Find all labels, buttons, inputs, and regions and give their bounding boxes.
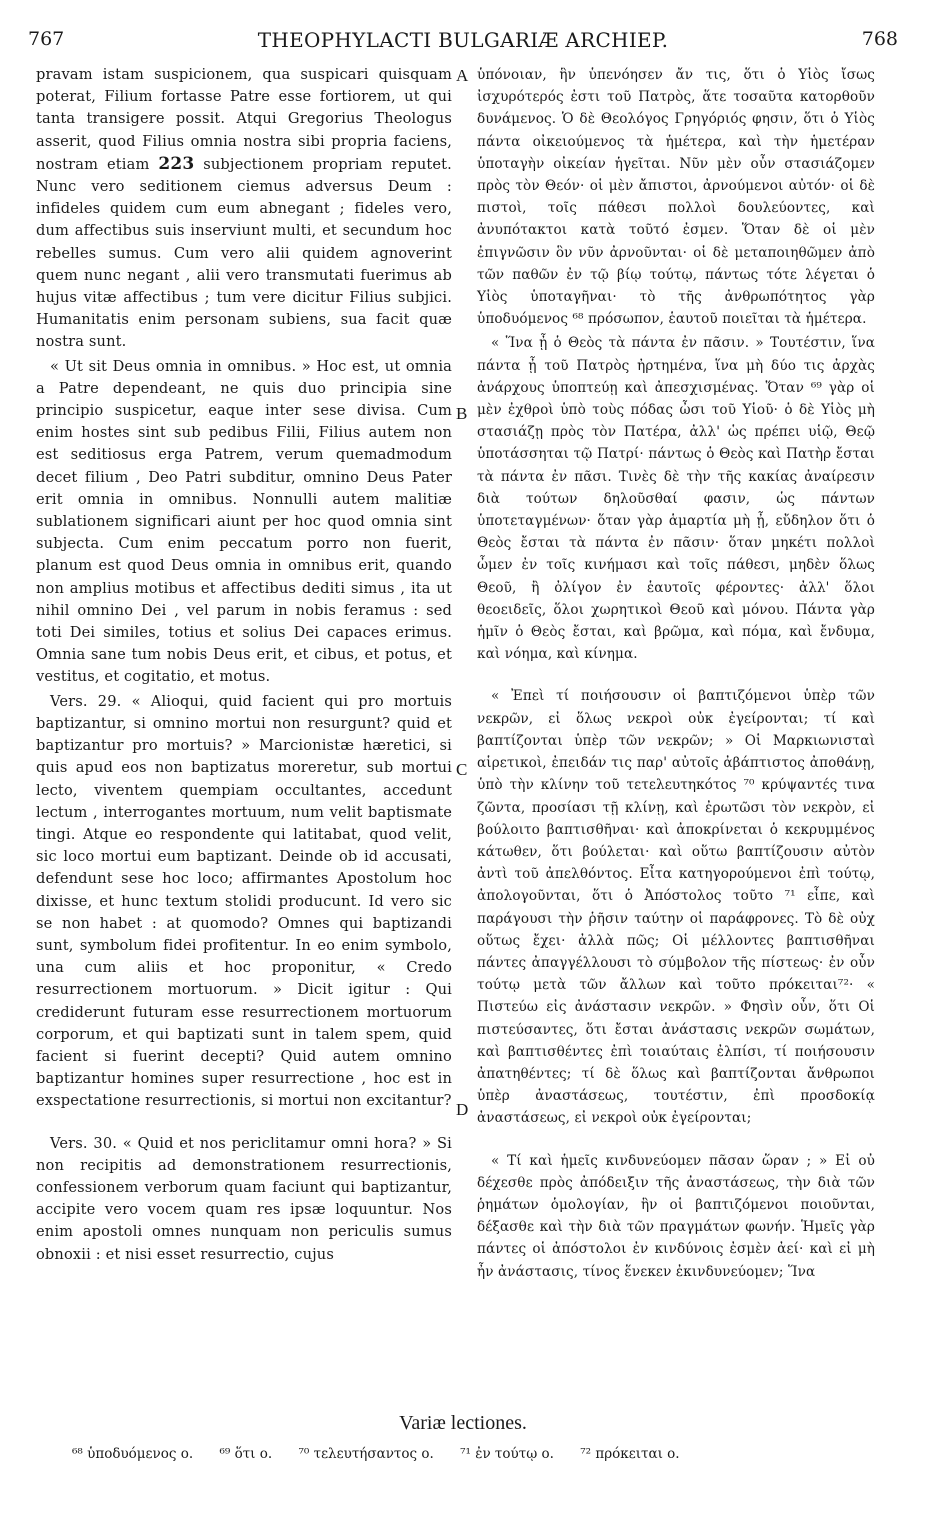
latin-paragraph-1 bbox=[36, 64, 452, 354]
latin-p1-part-a: pravam istam suspicionem, qua suspicari quisquam poterat, Filium fortasse Patre esse fortiorem, ut qui tanta transigere possit. Atqui Gregorius Theologus asserit, quod Filius omnia nostra sibi propria faciens, nostram etiam bbox=[36, 66, 452, 173]
footnote-69: ⁶⁹ ὅτι ο. bbox=[219, 1446, 273, 1462]
latin-p1-part-b: subjectionem propriam reputet. Nunc vero seditionem ciemus adversus Deum : infideles quidem cum eum abnegant ; fideles vero, dum affectibus suis inserviunt multi, et secundum hoc rebelles sumus. Cum vero alii quidem agnoverint quem nunc negant , alii vero transmutati fuerimus ab hujus vitæ affectibus ; tum vere dicitur Filius subjici. Humanitatis enim personam subiens, sua facit quæ nostra sunt. bbox=[36, 155, 452, 351]
footnote-68: ⁶⁸ ὑποδυόμενος ο. bbox=[72, 1446, 194, 1462]
greek-paragraph-3 bbox=[477, 685, 875, 1129]
greek-p3-text: « Ἐπεὶ τί ποιήσουσιν οἱ βαπτιζόμενοι ὑπὲρ τῶν νεκρῶν, εἰ ὅλως νεκροὶ οὐκ ἐγείρονται; τί καὶ βαπτίζονται ὑπὲρ τῶν νεκρῶν; » Οἱ Μαρκιωνισταὶ αἱρετικοὶ, ἐπειδάν τις παρ' αὐτοῖς ἀβάπτιστος ἀποθάνῃ, ὑπὸ τὴν κλίνην τοῦ τετελευτηκότος ⁷⁰ κρύψαντές τινα ζῶντα, προσίασι τῇ κλίνῃ, καὶ ἐρωτῶσι τὸν νεκρὸν, εἰ βούλοιτο βαπτισθῆναι· καὶ ἀποκρίνεται ὁ κεκρυμμένος κάτωθεν, ὅτι βούλεται· καὶ οὕτω βαπτίζουσιν αὐτὸν ἀντὶ τοῦ ἀπελθόντος. Εἶτα κατηγορούμενοι ἐπὶ τούτῳ, ἀπολογοῦνται, ὅτι ὁ Ἀπόστολος τοῦτο ⁷¹ εἶπε, καὶ παράγουσι τὴν ῥῆσιν ταύτην οἱ παράφρονες. Τὸ δὲ οὐχ οὕτως ἔχει· ἀλλὰ πῶς; Οἱ μέλλοντες βαπτισθῆναι πάντες ἀπαγγέλλουσι τὸ σύμβολον τῆς πίστεως· ἐν οὖν τούτῳ μετὰ τῶν ἄλλων καὶ τοῦτο πρόκειται⁷²· « Πιστεύω εἰς ἀνάστασιν νεκρῶν. » Φησὶν οὖν, ὅτι Οἱ πιστεύσαντες, ὅτι ἔσται ἀνάστασις νεκρῶν σωμάτων, καὶ βαπτισθέντες ἐπὶ τοιαύταις ἐλπίσι, τί ποιήσουσιν ἀπατηθέντες; τί δὲ ὅλως καὶ βαπτίζονται ἄνθρωποι ὑπὲρ ἀναστάσεως, τουτέστιν, ἐπὶ προσδοκίᾳ ἀναστάσεως, εἰ νεκροὶ οὐκ ἐγείρονται; bbox=[477, 688, 875, 1127]
greek-p4-text: « Τί καὶ ἡμεῖς κινδυνεύομεν πᾶσαν ὥραν ; » Εἰ οὐ δέχεσθε πρὸς ἀπόδειξιν τῆς ἀναστάσεως, τὴν διὰ τῶν ῥημάτων ὁμολογίαν, ἣν οἱ βαπτιζόμενοι ποιοῦνται, δέξασθε καὶ τὴν διὰ τῶν πραγμάτων φωνήν. Ἡμεῖς γὰρ πάντες οἱ ἀπόστολοι ἐν κινδύνοις ἐσμὲν ἀεί· καὶ εἰ μὴ ἦν ἀνάστασις, τίνος ἕνεκεν ἐκινδυνεύομεν; Ἵνα bbox=[477, 1152, 875, 1280]
latin-p2-text: « Ut sit Deus omnia in omnibus. » Hoc est, ut omnia a Patre dependeant, ne quis duo principia sine principio suspicetur, eaque inter sese divisa. Cum enim hostes sint sub pedibus Filii, Filius autem non est seditiosus erga Patrem, verum quemadmodum decet filium , Deo Patri subditur, omnino Deus Pater erit omnia in omnibus. Nonnulli autem malitiæ sublationem significari aiunt per hoc quod omnia sint subjecta. Cum enim peccatum porro non fuerit, planum est quod Deus omnia in omnibus erit, quando non amplius motibus et affectibus dediti simus , ita ut nihil omnino Dei , vel parum in nobis feramus : sed toti Dei similes, totius et solius Dei capaces erimus. Omnia sane tum nobis Deus erit, et cibus, et potus, et vestitus, et cogitatio, et motus. bbox=[36, 357, 452, 686]
greek-paragraph-1: ὑπόνοιαν, ἣν ὑπενόησεν ἄν τις, ὅτι ὁ Υἱὸς ἴσως ἰσχυρότερός ἐστι τοῦ Πατρὸς, ἅτε τοσαῦτα κατορθοῦν δυνάμενος. Ὁ δὲ Θεολόγος Γρηγόριός φησιν, ὅτι ὁ Υἱὸς πάντα οἰκειούμενος τὰ ἡμέτερα, καὶ τὴν ἡμετέραν ὑποταγὴν οἰκείαν ἡγεῖται. Νῦν μὲν οὖν στασιάζομεν πρὸς τὸν Θεόν· οἱ μὲν ἄπιστοι, ἀρνούμενοι αὐτόν· οἱ δὲ πιστοὶ, τοῖς πάθεσι πολλοὶ δουλεύοντες, καὶ ἀνυπότακτοι κατὰ τοῦτό ἐσμεν. Ὅταν δὲ οἱ μὲν ἐπιγνῶσιν ὃν νῦν ἀρνοῦνται· οἱ δὲ μεταποιηθῶμεν ἀπὸ τῶν παθῶν ἐν τῷ βίῳ τούτῳ, πάντως τότε λέγεται ὁ Υἱὸς ὑποταγῆναι· τὸ τῆς ἀνθρωπότητος γὰρ ὑποδυόμενος ⁶⁸ πρόσωπον, ἑαυτοῦ ποιεῖται τὰ ἡμέτερα. bbox=[477, 67, 875, 328]
latin-column bbox=[36, 64, 452, 1404]
footnote-70: ⁷⁰ τελευτήσαντος ο. bbox=[298, 1446, 434, 1462]
page-number-left: 767 bbox=[28, 28, 65, 50]
footnotes bbox=[72, 1446, 892, 1462]
latin-paragraph-4 bbox=[36, 1133, 452, 1266]
latin-paragraph-3 bbox=[36, 691, 452, 1113]
margin-marker-b: B bbox=[456, 404, 468, 423]
greek-column bbox=[477, 64, 875, 1404]
greek-paragraph-4 bbox=[477, 1150, 875, 1283]
variae-lectiones-heading: Variæ lectiones. bbox=[399, 1412, 527, 1434]
column-number: 223 bbox=[158, 153, 195, 174]
footnote-72: ⁷² πρόκειται ο. bbox=[580, 1446, 680, 1462]
margin-marker-d: D bbox=[456, 1100, 469, 1119]
page-header bbox=[28, 26, 898, 56]
latin-p4-text: Vers. 30. « Quid et nos periclitamur omni hora? » Si non recipitis ad demonstrationem resurrectionis, confessionem verborum quam faciunt qui baptizantur, accipite vero vocem quam res ipsæ loquuntur. Nos enim apostoli omnes nunquam non periculis sumus obnoxii : et nisi esset resurrectio, cujus bbox=[36, 1134, 452, 1263]
greek-paragraph-2 bbox=[477, 332, 875, 665]
latin-paragraph-2 bbox=[36, 356, 452, 689]
latin-p3-text: Vers. 29. « Alioqui, quid facient qui pro mortuis baptizantur, si omnino mortui non resurgunt? quid et baptizantur pro mortuis? » Marcionistæ hæretici, si quis apud eos non baptizatus moreretur, sub mortui lecto, viventem quempiam occultantes, accedunt lectum , interrogantes mortuum, num velit baptismate tingi. Atque eo respondente qui latitabat, quod velit, sic loco mortui eum baptizant. Deinde ob id accusati, defendunt sese hoc loco; affirmantes Apostolum hoc dixisse, et hunc textum stolidi producunt. Id vero sic se non habet : at quomodo? Omnes qui baptizandi sunt, symbolum fidei profitentur. In eo enim symbolo, una cum aliis et hoc proponitur, « Credo resurrectionem mortuorum. » Dicit igitur : Qui crediderunt futuram esse resurrectionem mortuorum corporum, et qui baptizati sunt in talem spem, quid facient si fuerint decepti? Quid autem omnino baptizantur homines super resurrectione , hoc est in exspectatione resurrectionis, si mortui non excitantur? bbox=[36, 692, 452, 1110]
greek-p2-text: « Ἵνα ᾖ ὁ Θεὸς τὰ πάντα ἐν πᾶσιν. » Τουτέστιν, ἵνα πάντα ᾖ τοῦ Πατρὸς ἠρτημένα, ἵνα μὴ δύο τις ἀρχὰς ἀνάρχους ὑποπτεύῃ καὶ ἀπεσχισμένας. Ὅταν ⁶⁹ γὰρ οἱ μὲν ἐχθροὶ ὑπὸ τοὺς πόδας ὦσι τοῦ Υἱοῦ· ὁ δὲ Υἱὸς μὴ στασιάζῃ πρὸς τὸν Πατέρα, ἀλλ' ὡς πρέπει υἱῷ, Θεῷ ὑποτάσσηται τῷ Πατρί· πάντως ὁ Θεὸς καὶ Πατὴρ ἔσται τὰ πάντα ἐν πᾶσι. Τινὲς δὲ τὴν τῆς κακίας ἀναίρεσιν διὰ τούτων δηλοῦσθαί φασιν, ὡς πάντων ὑποτεταγμένων· ὅταν γὰρ ἁμαρτία μὴ ᾖ, εὔδηλον ὅτι ὁ Θεὸς ἔσται τὰ πάντα ἐν πᾶσιν· ὅταν μηκέτι πολλοὶ ὦμεν ἐν τοῖς κινήμασι καὶ τοῖς πάθεσι, μηδὲν ὅλως Θεοῦ, ἢ ὀλίγον ἐν ἑαυτοῖς φέροντες· ἀλλ' ὅλοι θεοειδεῖς, ὅλοι χωρητικοὶ Θεοῦ καὶ μόνου. Πάντα γὰρ ἡμῖν ὁ Θεὸς ἔσται, καὶ βρῶμα, καὶ πόμα, καὶ ἔνδυμα, καὶ νόημα, καὶ κίνημα. bbox=[477, 335, 875, 663]
running-title: THEOPHYLACTI BULGARIÆ ARCHIEP. bbox=[257, 28, 669, 52]
margin-marker-c: C bbox=[456, 760, 468, 779]
page-number-right: 768 bbox=[861, 28, 898, 50]
margin-marker-a: A bbox=[456, 66, 469, 85]
footnote-71: ⁷¹ ἐν τούτῳ ο. bbox=[460, 1446, 554, 1462]
